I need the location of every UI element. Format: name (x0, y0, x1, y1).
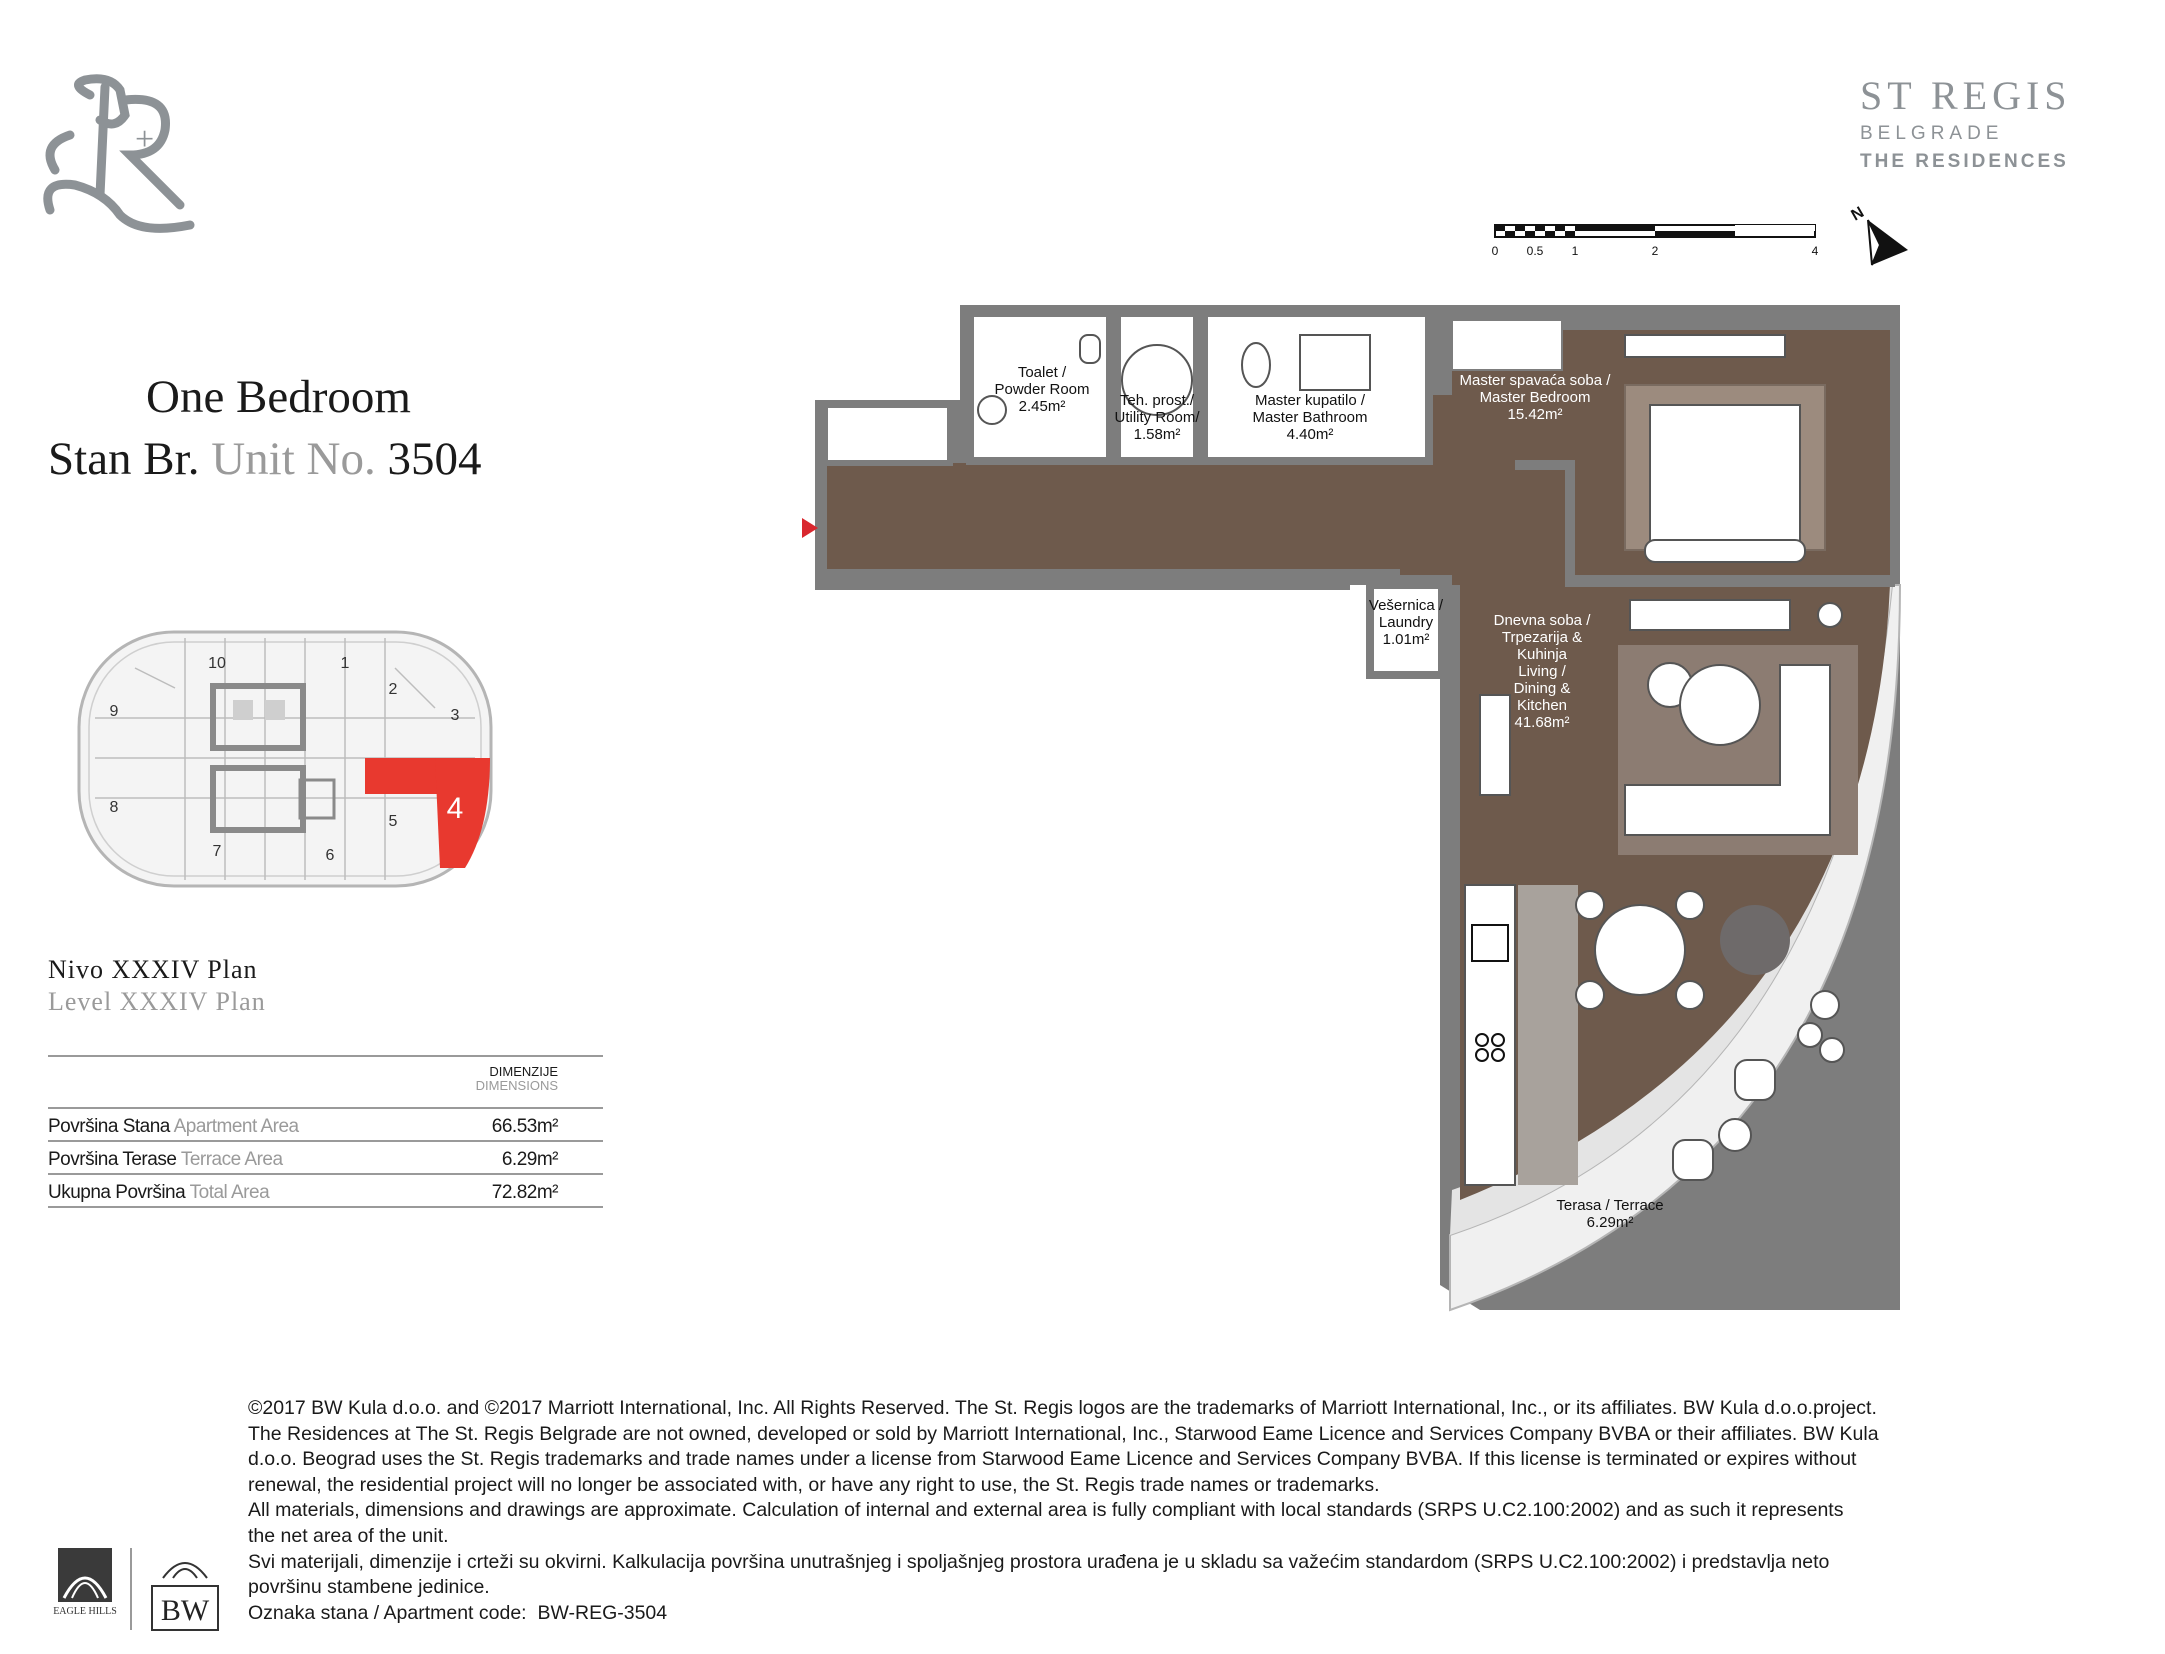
entry-hall-floor (827, 463, 1447, 569)
area-row-total: Ukupna Površina Total Area 72.82m² (48, 1173, 603, 1208)
svg-text:+: + (135, 121, 155, 158)
powder-sink-icon (978, 396, 1006, 424)
powder-toilet-icon (1080, 335, 1100, 363)
svg-text:Laundry: Laundry (1378, 614, 1434, 631)
svg-text:1.01m²: 1.01m² (1382, 631, 1430, 648)
wardrobe (1452, 320, 1562, 370)
floor-key-plan (75, 628, 495, 890)
svg-text:Master kupatilo /: Master kupatilo / (1254, 392, 1366, 409)
scale-bar (1492, 225, 1819, 258)
keyplan-label-1: 1 (340, 655, 350, 672)
terrace-chair-icon (1735, 1060, 1775, 1100)
svg-text:N: N (1848, 203, 1868, 225)
legal-disclaimer: ©2017 BW Kula d.o.o. and ©2017 Marriott International, Inc. All Rights Reserved. The St. Regis logos are the trademarks of Marriott International, Inc., or its affiliates. BW Kula d.o.o.project. The Residences at The St. Regis Belgrade are not owned, developed or sold by Marriott International, Inc., Starwood Eame Licence and Services Company BVBA or their affiliates. BW Kula d.o.o. Beograd uses the St. Regis trademarks and trade names under a license from Starwood Eame Licence and Services Company BVBA. If this license is terminated or expires without renewal, the residential project will no longer be associated with, or have any right to use, the St. Regis trade names or trademarks. All materials, dimensions and drawings are approximate. Calculation of internal and external area is fully compliant with local standards (SRPS U.C2.100:2002) and as such it represents the net area of the unit. Svi materijali, dimenzije i crteži su okvirni. Kalkulacija površina unutrašnjeg i spoljašnjeg prostora urađena je u skladu sa važećim standardom (SRPS U.C2.100:2002) i predstavlja neto površinu stambene jedinice. Oznaka stana / Apartment code: BW-REG-3504 (248, 1396, 2128, 1626)
svg-text:Living /: Living / (1518, 663, 1566, 680)
coffee-table (1680, 665, 1760, 745)
svg-text:Dnevna soba /: Dnevna soba / (1493, 612, 1591, 629)
apartment-code-value: BW-REG-3504 (537, 1601, 668, 1624)
bedroom-wall (1565, 460, 1575, 585)
keyplan-label-2: 2 (388, 681, 398, 698)
bedroom-tv-unit (1625, 335, 1785, 357)
dining-table (1595, 905, 1685, 995)
svg-text:15.42m²: 15.42m² (1507, 406, 1563, 423)
side-table (1720, 905, 1790, 975)
dimensions-header: DIMENZIJE DIMENSIONS (475, 1064, 558, 1093)
bw-logo (148, 1548, 222, 1632)
svg-text:Powder Room: Powder Room (994, 381, 1090, 398)
unit-prefix-sr: Stan Br. (48, 433, 200, 485)
svg-text:0.5: 0.5 (1526, 244, 1544, 258)
bed-headboard (1645, 540, 1805, 562)
floor-plan-drawing (780, 205, 1920, 1335)
double-bed (1650, 405, 1800, 555)
svg-text:6.29m²: 6.29m² (1586, 1214, 1634, 1231)
area-value-apartment: 66.53m² (491, 1116, 558, 1137)
keyplan-label-9: 9 (109, 703, 119, 720)
bathroom-vanity-icon (1300, 335, 1370, 390)
keyplan-label-10: 10 (208, 655, 226, 672)
north-arrow-icon (1849, 204, 1909, 265)
kitchen-sink-icon (1472, 925, 1508, 961)
brand-subtitle: THE RESIDENCES (1860, 151, 2069, 172)
terrace-table-icon (1719, 1119, 1751, 1151)
living-tv-unit (1630, 600, 1790, 630)
keyplan-label-7: 7 (212, 843, 222, 860)
st-regis-monogram-logo (30, 75, 200, 235)
unit-title-block (48, 370, 481, 486)
keyplan-label-3: 3 (450, 707, 460, 724)
keyplan-label-4: 4 (446, 792, 464, 825)
st-regis-brand-block (1860, 72, 2072, 173)
svg-text:Master Bedroom: Master Bedroom (1479, 389, 1591, 406)
level-block (48, 955, 266, 1017)
svg-text:Kitchen: Kitchen (1516, 697, 1568, 714)
console-table (1480, 695, 1510, 795)
unit-type-title: One Bedroom (146, 371, 411, 423)
svg-text:EAGLE HILLS: EAGLE HILLS (53, 1606, 117, 1617)
kitchen-runner (1518, 885, 1578, 1185)
svg-text:4.40m²: 4.40m² (1286, 426, 1334, 443)
keyplan-label-8: 8 (109, 799, 119, 816)
eagle-hills-logo (53, 1548, 117, 1628)
svg-text:2: 2 (1651, 244, 1659, 258)
svg-text:Trpezarija &: Trpezarija & (1501, 629, 1583, 646)
svg-text:Kuhinja: Kuhinja (1516, 646, 1568, 663)
unit-number: 3504 (387, 433, 482, 485)
unit-prefix-en: Unit No. (211, 433, 376, 485)
svg-text:4: 4 (1811, 244, 1819, 258)
svg-text:Master spavaća soba /: Master spavaća soba / (1459, 372, 1611, 389)
brand-name: ST REGIS (1860, 73, 2072, 118)
svg-text:0: 0 (1491, 244, 1499, 258)
brand-city: BELGRADE (1860, 123, 2004, 144)
svg-text:Dining &: Dining & (1513, 680, 1571, 697)
terrace-plant-icon (1811, 991, 1839, 1019)
svg-text:Toalet /: Toalet / (1017, 364, 1067, 381)
area-table (48, 1055, 603, 1208)
svg-text:Terasa / Terrace: Terasa / Terrace (1556, 1197, 1664, 1214)
area-row-terrace: Površina Terase Terrace Area 6.29m² (48, 1140, 603, 1173)
svg-text:Utility Room/: Utility Room/ (1114, 409, 1200, 426)
svg-text:41.68m²: 41.68m² (1514, 714, 1570, 731)
entry-closet (825, 405, 950, 463)
svg-text:2.45m²: 2.45m² (1018, 398, 1066, 415)
footer-divider (130, 1548, 132, 1630)
keyplan-label-5: 5 (388, 813, 398, 830)
level-label-en: Level XXXIV Plan (48, 987, 266, 1016)
area-value-terrace: 6.29m² (501, 1149, 558, 1170)
area-row-apartment: Površina Stana Apartment Area 66.53m² (48, 1107, 603, 1140)
apartment-code: Oznaka stana / Apartment code: BW-REG-3504 (248, 1601, 668, 1624)
unit-number-line (48, 432, 481, 486)
floor-lamp-icon (1818, 603, 1842, 627)
level-label-sr: Nivo XXXIV Plan (48, 955, 258, 984)
keyplan-label-6: 6 (325, 847, 335, 864)
svg-text:Vešernica /: Vešernica / (1368, 597, 1444, 614)
svg-text:1.58m²: 1.58m² (1133, 426, 1181, 443)
svg-text:Master Bathroom: Master Bathroom (1252, 409, 1368, 426)
area-value-total: 72.82m² (491, 1182, 558, 1203)
svg-text:1: 1 (1571, 244, 1579, 258)
svg-text:Teh. prost./: Teh. prost./ (1119, 392, 1195, 409)
svg-text:BW: BW (160, 1594, 210, 1627)
shower-drain-icon (1242, 343, 1270, 387)
